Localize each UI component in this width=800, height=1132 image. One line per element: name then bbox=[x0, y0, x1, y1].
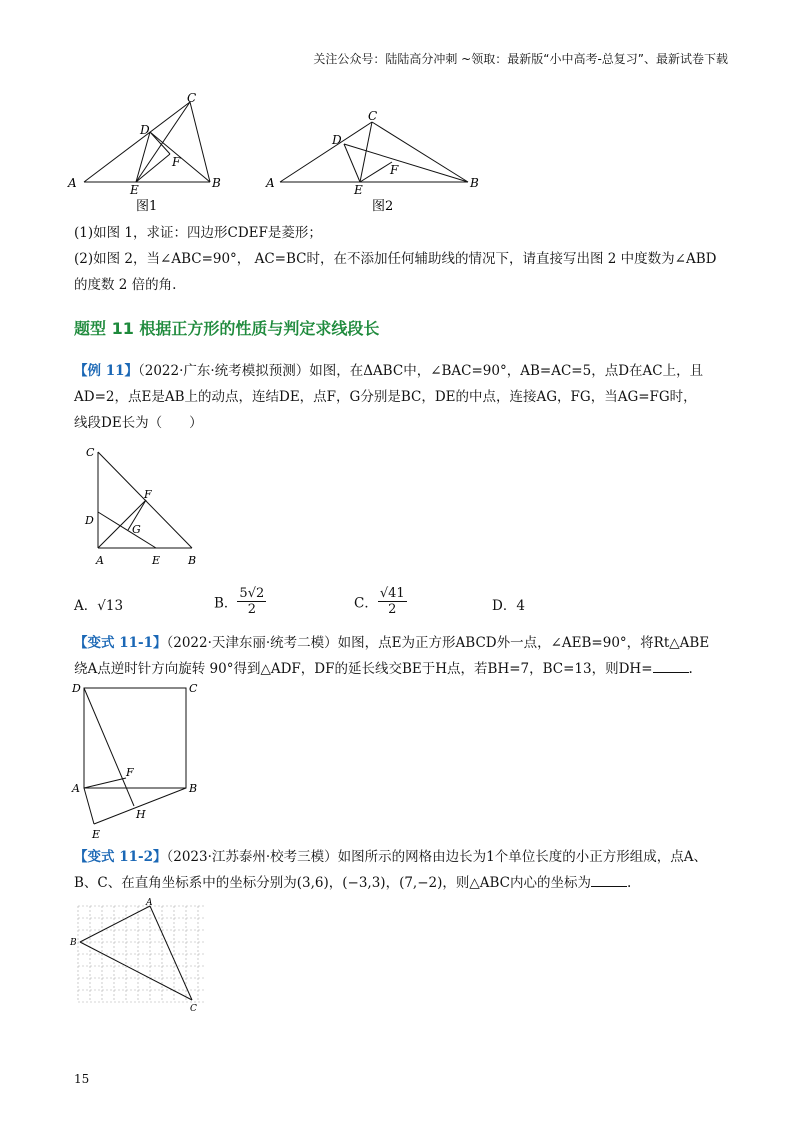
variant11-2-text2: B、C、在直角坐标系中的坐标分别为(3,6)，(−3,3)，(7,−2)，则△ABC内心的坐标为 bbox=[74, 875, 592, 891]
ex11-label-e: E bbox=[152, 554, 161, 567]
v11-1-label-f: F bbox=[126, 766, 134, 779]
ex11-label-c: C bbox=[86, 446, 95, 459]
variant11-2-line1 bbox=[74, 846, 707, 868]
page-number: 15 bbox=[74, 1072, 90, 1086]
fig2-label-f: F bbox=[390, 163, 399, 177]
figure-1-2 bbox=[60, 92, 500, 216]
variant11-1-figure bbox=[66, 678, 216, 846]
v11-2-label-b: B bbox=[70, 938, 77, 948]
variant11-1-line2 bbox=[74, 658, 693, 680]
page-header: 关注公众号：陆陆高分冲刺 ~领取：最新版“小中高考-总复习”、最新试卷下载 bbox=[313, 52, 728, 66]
fig2-label-e: E bbox=[354, 183, 363, 197]
variant11-2-text1: （2023·江苏泰州·校考三模）如图所示的网格由边长为1个单位长度的小正方形组成，点A、 bbox=[166, 849, 708, 865]
v11-2-label-c: C bbox=[190, 1004, 197, 1014]
variant11-1-line1 bbox=[74, 632, 709, 654]
variant11-1-end: . bbox=[688, 661, 693, 677]
v11-1-label-b: B bbox=[189, 782, 198, 795]
example11-line2: AD=2，点E是AB上的动点，连结DE，点F，G分别是BC，DE的中点，连接AG，FG，当AG=FG时， bbox=[74, 389, 697, 405]
prev-part1: (1)如图 1，求证：四边形CDEF是菱形； bbox=[74, 225, 322, 241]
variant11-1-text1: （2022·天津东丽·统考二模）如图，点E为正方形ABCD外一点，∠AEB=90°，将Rt△ABE bbox=[166, 635, 710, 651]
v11-1-label-d: D bbox=[72, 682, 81, 695]
ex11-label-d: D bbox=[85, 514, 94, 527]
example11-text1: （2022·广东·统考模拟预测）如图，在ΔABC中，∠BAC=90°，AB=AC=5，点D在AC上，且 bbox=[138, 363, 704, 379]
figure-1-caption: 图1 bbox=[136, 199, 158, 214]
example11-line3: 线段DE长为（ ） bbox=[74, 415, 203, 431]
option-c-den: 2 bbox=[388, 602, 397, 617]
figure-1-labels bbox=[67, 92, 221, 197]
variant11-2-grid-figure bbox=[66, 898, 216, 1016]
option-c-num: √41 bbox=[379, 586, 405, 601]
answer-blank-2 bbox=[591, 874, 627, 887]
figure-2-lines bbox=[280, 122, 468, 182]
option-c-fraction bbox=[378, 586, 407, 617]
variant11-2-end: . bbox=[627, 875, 632, 891]
option-c-label: C． bbox=[354, 595, 378, 612]
fig2-label-b: B bbox=[470, 176, 479, 190]
option-d: D．4 bbox=[492, 598, 525, 614]
prev-part2a: (2)如图 2，当∠ABC=90°， AC=BC时，在不添加任何辅助线的情况下，请直接写出图 2 中度数为∠ABD bbox=[74, 251, 717, 267]
fig2-label-d: D bbox=[332, 133, 342, 147]
option-b bbox=[214, 586, 266, 617]
example11-line1 bbox=[74, 360, 703, 382]
option-b-num: 5√2 bbox=[239, 586, 265, 601]
v11-1-label-c: C bbox=[189, 682, 198, 695]
fig1-label-e: E bbox=[130, 183, 139, 197]
v11-1-label-e: E bbox=[92, 828, 101, 841]
variant11-1-text2: 绕A点逆时针方向旋转 90°得到△ADF，DF的延长线交BE于H点，若BH=7，BC=13，则DH= bbox=[74, 661, 653, 677]
option-b-fraction bbox=[237, 586, 266, 617]
option-a-label: A． bbox=[74, 598, 98, 614]
fig1-label-f: F bbox=[172, 155, 181, 169]
variant11-2-tag: 【变式 11-2】 bbox=[74, 849, 167, 865]
prev-part2b: 的度数 2 倍的角. bbox=[74, 277, 177, 293]
fig1-label-d: D bbox=[140, 123, 150, 137]
variant11-2-line2 bbox=[74, 872, 631, 894]
section-title: 题型 11 根据正方形的性质与判定求线段长 bbox=[74, 319, 380, 338]
fig2-label-c: C bbox=[368, 109, 378, 123]
fig1-label-b: B bbox=[212, 176, 221, 190]
v11-1-label-a: A bbox=[72, 782, 80, 795]
fig1-label-c: C bbox=[187, 92, 197, 105]
triangle-abc bbox=[80, 906, 192, 1000]
v11-2-label-a: A bbox=[146, 898, 153, 908]
fig1-label-a: A bbox=[68, 176, 77, 190]
option-b-den: 2 bbox=[247, 602, 256, 617]
v11-1-label-h: H bbox=[136, 808, 146, 821]
figure-2-caption: 图2 bbox=[372, 199, 394, 214]
option-b-label: B． bbox=[214, 595, 238, 612]
option-a-value: √13 bbox=[97, 598, 124, 614]
ex11-label-b: B bbox=[188, 554, 197, 567]
example11-figure bbox=[80, 442, 220, 572]
fig2-label-a: A bbox=[266, 176, 275, 190]
option-c bbox=[354, 586, 407, 617]
option-a bbox=[74, 594, 123, 614]
variant11-1-tag: 【变式 11-1】 bbox=[74, 635, 167, 651]
answer-blank-1 bbox=[653, 660, 689, 673]
ex11-label-g: G bbox=[132, 523, 141, 536]
ex11-label-f: F bbox=[144, 488, 152, 501]
figure-1-lines bbox=[84, 102, 210, 182]
ex11-label-a: A bbox=[96, 554, 104, 567]
example11-tag: 【例 11】 bbox=[74, 363, 138, 379]
